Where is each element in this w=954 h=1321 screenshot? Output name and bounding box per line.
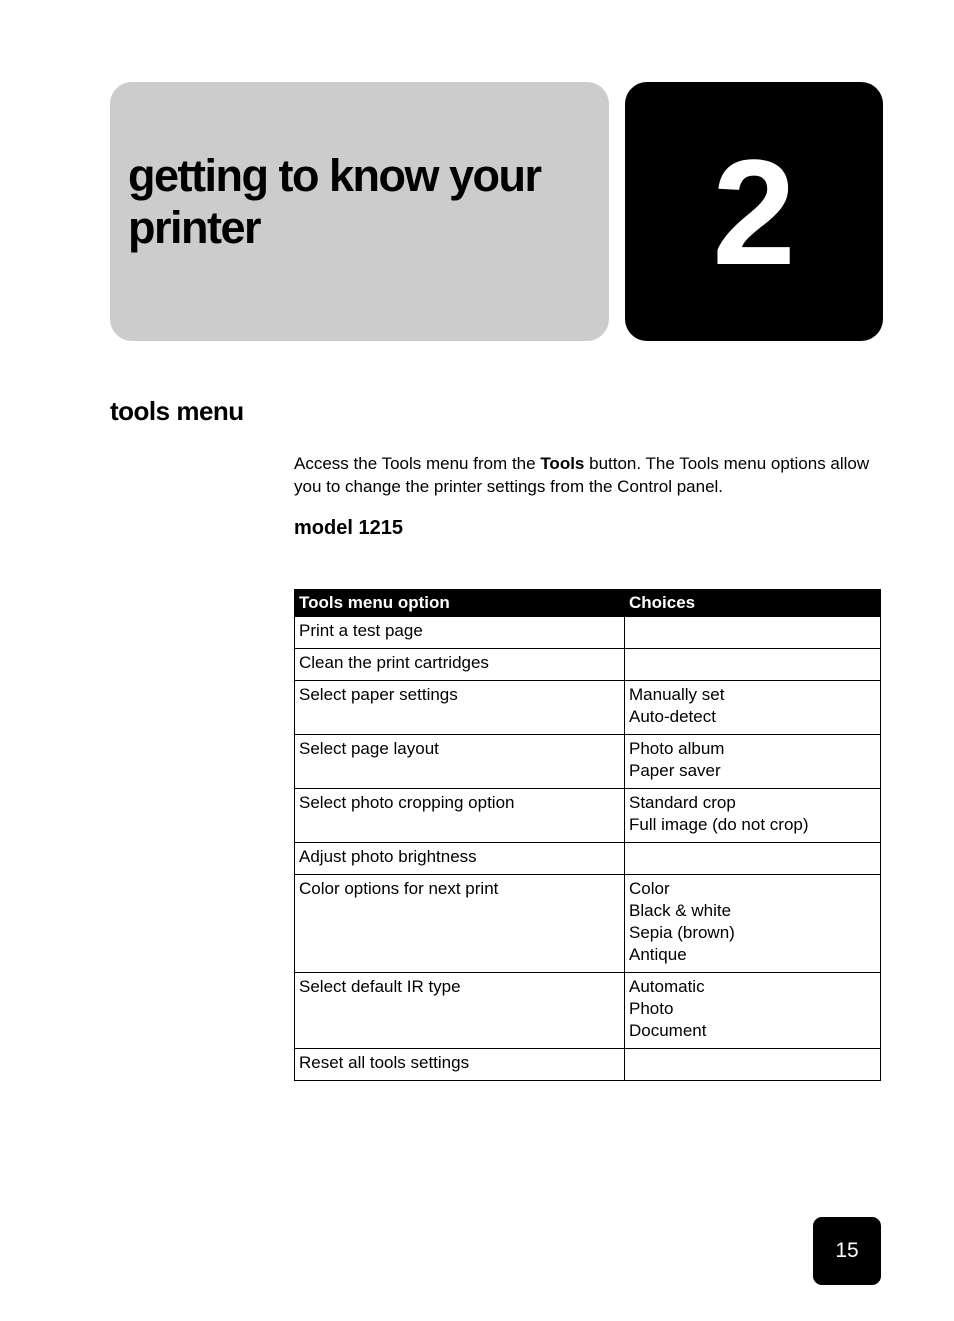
model-subheading: model 1215 — [294, 517, 403, 539]
choice-item: Antique — [629, 945, 687, 964]
choice-item: Sepia (brown) — [629, 923, 735, 942]
table-header-row — [295, 590, 881, 617]
choices-cell — [625, 735, 881, 789]
chapter-number: 2 — [712, 128, 796, 296]
choice-item: Automatic — [629, 977, 705, 996]
page-number: 15 — [813, 1217, 881, 1285]
choice-item: Full image (do not crop) — [629, 815, 809, 834]
table-row — [295, 843, 881, 875]
header-choices: Choices — [625, 590, 881, 617]
table-body — [295, 617, 881, 1081]
table-row — [295, 1049, 881, 1081]
choice-item: Paper saver — [629, 761, 721, 780]
option-cell: Clean the print cartridges — [295, 649, 625, 681]
intro-paragraph — [294, 452, 874, 498]
option-cell: Select default IR type — [295, 973, 625, 1049]
choice-item: Auto-detect — [629, 707, 716, 726]
table-row — [295, 681, 881, 735]
choices-cell — [625, 789, 881, 843]
chapter-number-box — [625, 82, 883, 341]
choice-item: Document — [629, 1021, 707, 1040]
table-row — [295, 649, 881, 681]
choices-cell — [625, 973, 881, 1049]
choices-cell — [625, 843, 881, 875]
choice-item: Photo album — [629, 739, 725, 758]
choices-cell — [625, 617, 881, 649]
section-heading: tools menu — [110, 396, 244, 426]
table-row — [295, 617, 881, 649]
chapter-title: getting to know your printer — [128, 150, 541, 253]
choices-cell — [625, 649, 881, 681]
choice-item: Standard crop — [629, 793, 736, 812]
choices-cell — [625, 1049, 881, 1081]
choices-cell — [625, 875, 881, 973]
option-cell: Select page layout — [295, 735, 625, 789]
table-row — [295, 735, 881, 789]
choice-item: Black & white — [629, 901, 732, 920]
intro-text-after: button. The Tools menu options allow you to change the printer settings from the Control panel. — [294, 454, 870, 496]
choice-item: Manually set — [629, 685, 725, 704]
choice-item: Photo — [629, 999, 674, 1018]
option-cell: Adjust photo brightness — [295, 843, 625, 875]
intro-tools-bold: Tools — [540, 454, 585, 473]
option-cell: Select paper settings — [295, 681, 625, 735]
tools-menu-table — [294, 589, 881, 1081]
intro-text-before: Access the Tools menu from the — [294, 454, 541, 473]
option-cell: Reset all tools settings — [295, 1049, 625, 1081]
table-row — [295, 875, 881, 973]
header-option: Tools menu option — [295, 590, 625, 617]
option-cell: Print a test page — [295, 617, 625, 649]
table-row — [295, 973, 881, 1049]
option-cell: Select photo cropping option — [295, 789, 625, 843]
option-cell: Color options for next print — [295, 875, 625, 973]
choices-cell — [625, 681, 881, 735]
table-row — [295, 789, 881, 843]
choice-item: Color — [629, 879, 670, 898]
